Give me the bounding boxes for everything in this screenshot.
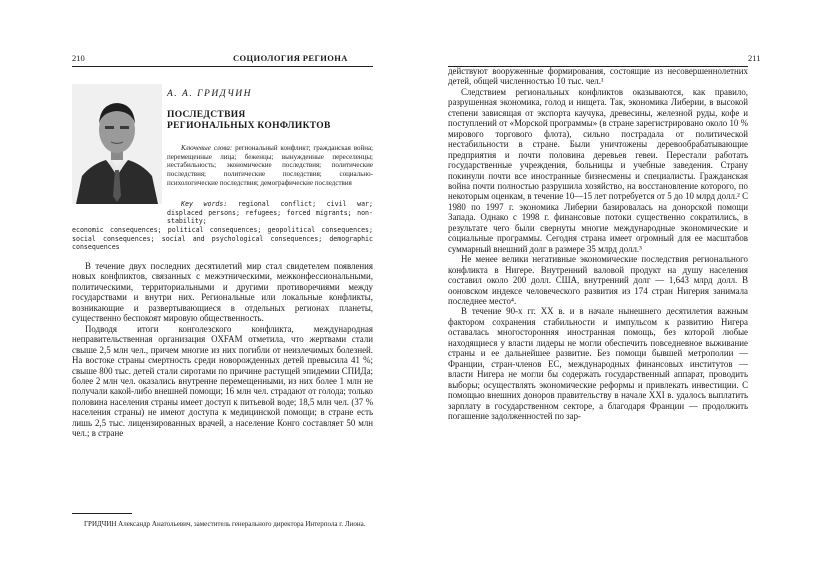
author-footnote: ГРИДЧИН Александр Анатольевич, заместитель генерального директора Интерпола г. Лиона.	[84, 520, 366, 528]
keywords-en-label: Key words:	[181, 200, 228, 208]
paragraph: Следствием региональных конфликтов оказываются, как правило, разрушенная экономика, голод и нищета. Так, экономика Либерии, в высокой степени зависящая от экспорта каучука, древесины, железной руды, кофе и поступлений от «Морской программы» (в стране зарегистрировано около 10 % мирового торгового флота), сильно пострадала от политической нестабильности в стране. Были уничтожены деревообрабатывающие предприятия и почти половина деревьев гевеи. Перестали работать государственные учреждения, больницы и учебные заведения. Страну покинули почти все иностранные бизнесмены и специалисты. Гражданская война почти полностью разрушила хозяйство, на восстановление которого, по некоторым оценкам, в течение 10—15 лет потребуется от 5 до 10 млрд долл.² С 1980 по 1997 г. экономика Либерии базировалась на донорской помощи Запада. Однако с 1998 г. финансовые потоки существенно сократились, в результате чего были свернуты многие международные экономические и социальные программы. Сегодня страна имеет огромный для ее масштабов суммарный внешний долг в размере 35 млрд долл.³	[448, 86, 748, 254]
paragraph: В течение двух последних десятилетий мир стал свидетелем появления новых конфликтов, связанных с межэтническими, межконфессиональными, политическими, территориальными и другими противоречиями между государствами и внутри них. Региональные или локальные конфликты, возникающие и развертывающиеся в отдельных регионах планеты, существенно беспокоят мировую общественность.	[72, 261, 373, 324]
keywords-en-first	[167, 200, 373, 226]
paragraph: В течение 90-х гг. XX в. и в начале нынешнего десятилетия важным фактором сохранения стабильности и импульсом к развитию Нигера оставалась многосторонняя иностранная помощь, без которой любые находящиеся у власти лидеры не могли обеспечить повседневное выживание страны и ее дальнейшее развитие. Без помощи бывшей метрополии — Франции, стран-членов ЕС, международных финансовых институтов — власти Нигера не могли бы содержать государственный аппарат, проводить выборы; осуществлять экономические реформы и привлекать инвестиции. С помощью внешних доноров правительству в начале XXI в. удалось выплатить зарплату в государственном секторе, а благодаря Франции — продолжить погашение задолженностей по зар-	[448, 306, 748, 421]
page-number-right: 211	[748, 53, 761, 63]
author-photo	[72, 84, 162, 204]
paragraph: Подводя итоги конголезского конфликта, международная неправительственная организация OXFAM отметила, что жертвами стали свыше 2,5 млн чел., причем многие из них погибли от неизлечимых болезней. На востоке страны смертность среди новорожденных детей превысила 41 %; свыше 800 тыс. детей стали сиротами по причине растущей эпидемии СПИДа; более 2 млн чел. оказались внутренне перемещенными, из них более 1 млн не получали какой-либо внешней помощи; 16 млн чел. страдают от голода; только половина населения страны имеет доступ к питьевой воде; 18,5 млн чел. (37 % населения страны) не имеют доступа к медицинской помощи; в стране есть лишь 2,5 тыс. лицензированных врачей, а население Конго составляет 50 млн чел.; в стране	[72, 323, 373, 439]
page-number-left: 210	[72, 53, 85, 63]
keywords-en-text-a: regional conflict; civil war; displaced persons; refugees; forced migrants; non-stability;	[167, 200, 373, 226]
running-title: СОЦИОЛОГИЯ РЕГИОНА	[233, 53, 348, 63]
paragraph: Не менее велики негативные экономические последствия регионального конфликта в Нигере. Внутренний валовой продукт на душу населения составил около 200 долл. США, внутренний долг — 1,643 млрд долл. В ооновском индексе человеческого развития из 174 стран Нигерия занимала последнее место⁴.	[448, 254, 748, 306]
author-portrait-image	[72, 84, 162, 204]
header-rule	[72, 66, 373, 67]
left-body-text	[72, 261, 373, 439]
keywords-en-rest: economic consequences; political consequences; geopolitical consequences; social consequences; social and psychological consequences; demographic consequences	[72, 226, 373, 252]
footnote-rule	[72, 513, 132, 514]
paragraph: действуют вооруженные формирования, состоящие из несовершеннолетних детей, общей численностью 10 тыс. чел.¹	[448, 66, 748, 87]
keywords-ru	[167, 144, 373, 188]
article-title-line1: ПОСЛЕДСТВИЯ	[167, 110, 246, 120]
keywords-ru-label: Ключевые слова:	[181, 144, 233, 152]
keywords-ru-text: региональный конфликт; гражданская война; перемещенные лица; беженцы; вынужденные переселенцы; нестабильность; экономические последствия; политические последствия; политические последствия; социально-психологические последствия; демографические последствия	[167, 144, 373, 187]
right-body-text	[448, 66, 748, 421]
article-title	[167, 110, 331, 132]
author-name: А. А. ГРИДЧИН	[167, 89, 252, 99]
article-title-line2: РЕГИОНАЛЬНЫХ КОНФЛИКТОВ	[167, 121, 331, 131]
